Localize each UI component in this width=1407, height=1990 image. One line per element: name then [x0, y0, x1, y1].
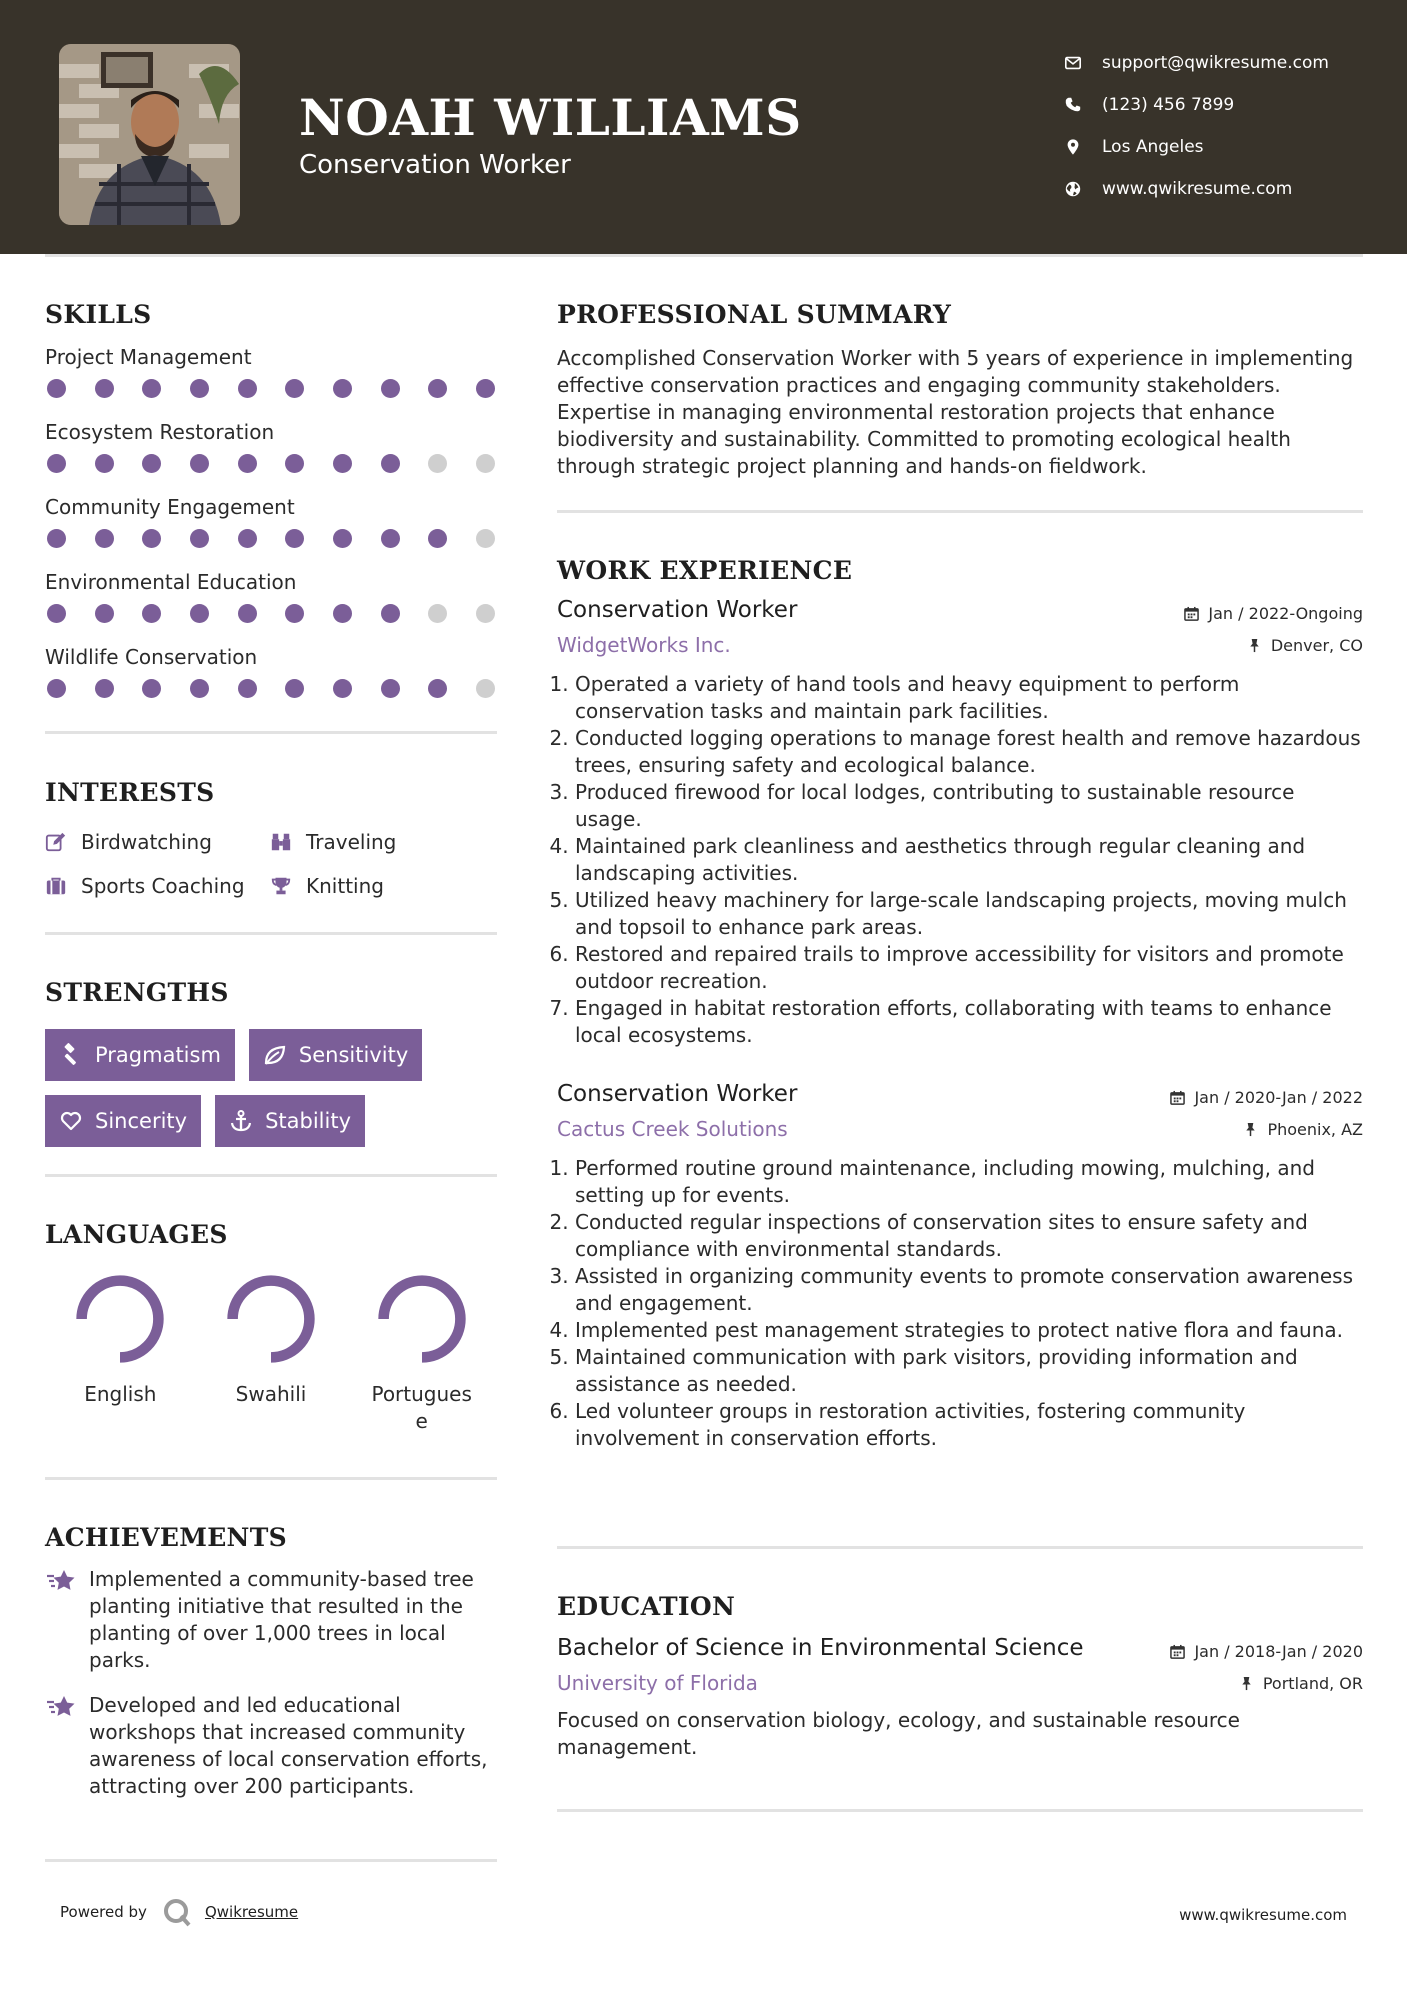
skill-dot-filled — [190, 379, 209, 398]
skill-dot-filled — [47, 454, 66, 473]
interests-heading: INTERESTS — [45, 778, 215, 807]
strength-label: Stability — [265, 1109, 352, 1133]
interest-label: Traveling — [306, 830, 397, 854]
skill-dot-empty — [428, 454, 447, 473]
skill-dot-filled — [95, 529, 114, 548]
job-dates-text: Jan / 2020-Jan / 2022 — [1194, 1088, 1363, 1107]
skill-rating — [45, 529, 497, 548]
job-entry — [557, 1081, 1363, 1452]
summary-divider — [557, 510, 1363, 513]
footer-website[interactable]: www.qwikresume.com — [1179, 1906, 1347, 1924]
skills-list — [45, 345, 497, 698]
language-level-ring — [223, 1271, 319, 1367]
skill-dot-filled — [285, 604, 304, 623]
skill-rating — [45, 679, 497, 698]
skills-divider — [45, 731, 497, 734]
duty-item: 1. Performed routine ground maintenance, including mowing, mulching, and setting up for events. — [575, 1155, 1363, 1209]
calendar-icon — [1184, 606, 1199, 621]
skill-dot-filled — [381, 604, 400, 623]
header-divider — [45, 254, 1363, 257]
achievement-item — [45, 1692, 497, 1800]
strength-label: Sensitivity — [298, 1043, 409, 1067]
skill-dot-filled — [381, 679, 400, 698]
leaf-icon — [263, 1043, 287, 1067]
duty-item: 3. Assisted in organizing community events to promote conservation awareness and engagement. — [575, 1263, 1363, 1317]
duty-item: 7. Engaged in habitat restoration efforts, collaborating with teams to enhance local ecosystems. — [575, 995, 1363, 1049]
job-location-text: Denver, CO — [1270, 635, 1363, 655]
duty-item: 2. Conducted regular inspections of conservation sites to ensure safety and compliance with environmental standards. — [575, 1209, 1363, 1263]
skill-dot-filled — [285, 679, 304, 698]
interest-item — [270, 827, 495, 857]
duty-item: 4. Maintained park cleanliness and aesthetics through regular cleaning and landscaping activities. — [575, 833, 1363, 887]
skill-dot-filled — [47, 679, 66, 698]
strengths-section — [45, 978, 497, 1147]
star-icon — [45, 1690, 77, 1722]
briefcase-icon — [45, 875, 67, 897]
skill-label: Ecosystem Restoration — [45, 420, 275, 444]
skill-dot-empty — [476, 454, 495, 473]
skill-dot-filled — [47, 529, 66, 548]
pushpin-icon — [1247, 638, 1262, 653]
strength-badge — [249, 1029, 422, 1081]
contact-website-text: www.qwikresume.com — [1102, 179, 1293, 199]
interest-label: Knitting — [306, 874, 384, 898]
skill-dot-filled — [95, 604, 114, 623]
duty-item: 2. Conducted logging operations to manage forest health and remove hazardous trees, ensuring safety and ecological balance. — [575, 725, 1363, 779]
strength-badge — [45, 1095, 201, 1147]
languages-heading: LANGUAGES — [45, 1220, 228, 1249]
skill-dot-filled — [190, 679, 209, 698]
left-column — [45, 300, 497, 720]
strengths-heading: STRENGTHS — [45, 978, 229, 1007]
skill-dot-filled — [142, 604, 161, 623]
skill-dot-filled — [333, 529, 352, 548]
languages-divider — [45, 1477, 497, 1480]
skill-dot-filled — [142, 379, 161, 398]
skill-dot-filled — [142, 529, 161, 548]
skill-dot-filled — [142, 454, 161, 473]
strengths-divider — [45, 1174, 497, 1177]
skill-rating — [45, 379, 497, 398]
skill-dot-filled — [238, 604, 257, 623]
duty-item: 4. Implemented pest management strategies to protect native flora and fauna. — [575, 1317, 1363, 1344]
skill-label: Project Management — [45, 345, 252, 369]
job-location — [1243, 1120, 1363, 1139]
company-name: WidgetWorks Inc. — [557, 633, 731, 657]
calendar-icon — [1170, 1090, 1185, 1105]
experience-heading: WORK EXPERIENCE — [557, 556, 853, 585]
education-dates-text: Jan / 2018-Jan / 2020 — [1194, 1642, 1363, 1661]
pushpin-icon — [1239, 1676, 1254, 1691]
anchor-icon — [229, 1109, 253, 1133]
achievement-text: Implemented a community-based tree planting initiative that resulted in the planting of over 1,000 trees in local parks. — [89, 1567, 474, 1672]
job-location-text: Phoenix, AZ — [1267, 1119, 1363, 1139]
summary-text: Accomplished Conservation Worker with 5 years of experience in implementing effective conservation practices and engaging community stakeholders. Expertise in managing environmental restoration projects that enhance biodiversity and sustainability. Committed to promoting ecological health through strategic project planning and hands-on fieldwork. — [557, 346, 1354, 478]
skill-dot-filled — [238, 379, 257, 398]
candidate-title: Conservation Worker — [299, 150, 571, 180]
heart-icon — [59, 1109, 83, 1133]
skill-dot-filled — [285, 529, 304, 548]
language-name: Swahili — [235, 1382, 307, 1406]
skill-dot-filled — [95, 679, 114, 698]
duty-item: 5. Maintained communication with park visitors, providing information and assistance as needed. — [575, 1344, 1363, 1398]
school-name: University of Florida — [557, 1671, 758, 1695]
contact-list — [1064, 42, 1394, 210]
skill-label: Community Engagement — [45, 495, 295, 519]
education-divider — [557, 1809, 1363, 1812]
skill-dot-filled — [285, 379, 304, 398]
language-level-ring — [72, 1271, 168, 1367]
contact-location — [1064, 126, 1394, 168]
language-item — [196, 1271, 347, 1435]
language-level-arc — [82, 1281, 159, 1358]
resume-header — [0, 0, 1407, 254]
achievement-item — [45, 1566, 497, 1674]
strength-badge — [45, 1029, 235, 1081]
education-dates — [1170, 1642, 1363, 1661]
language-level-arc — [383, 1281, 460, 1358]
skill-dot-filled — [381, 454, 400, 473]
job-location — [1247, 636, 1363, 655]
strength-label: Sincerity — [95, 1109, 188, 1133]
education-heading: EDUCATION — [557, 1592, 736, 1621]
powered-by-text: Powered by — [60, 1903, 147, 1921]
skill-dot-filled — [95, 454, 114, 473]
qwikresume-link[interactable]: Qwikresume — [204, 1903, 299, 1921]
job-dates-text: Jan / 2022-Ongoing — [1208, 604, 1363, 623]
contact-email[interactable] — [1064, 42, 1394, 84]
footer-powered-by — [60, 1896, 298, 1928]
skill-label: Environmental Education — [45, 570, 297, 594]
language-level-arc — [233, 1281, 310, 1358]
experience-section — [557, 556, 1363, 1452]
envelope-icon — [1064, 54, 1102, 72]
achievements-section — [45, 1523, 497, 1800]
interests-section — [45, 778, 497, 901]
skill-dot-empty — [476, 604, 495, 623]
interests-list — [45, 827, 497, 901]
pushpin-icon — [1243, 1122, 1258, 1137]
skill-dot-empty — [476, 679, 495, 698]
skill-dot-filled — [428, 529, 447, 548]
language-item — [45, 1271, 196, 1435]
candidate-name: NOAH WILLIAMS — [299, 88, 802, 147]
interest-label: Birdwatching — [81, 830, 212, 854]
language-name: Portugues e — [371, 1382, 472, 1433]
language-item — [346, 1271, 497, 1435]
duty-item: 6. Led volunteer groups in restoration activities, fostering community involvement in conservation efforts. — [575, 1398, 1363, 1452]
summary-heading: PROFESSIONAL SUMMARY — [557, 300, 952, 329]
skill-dot-empty — [428, 604, 447, 623]
skill-dot-filled — [381, 529, 400, 548]
achievement-text: Developed and led educational workshops that increased community awareness of local conservation efforts, attracting over 200 participants. — [89, 1693, 488, 1798]
job-duties — [557, 1155, 1363, 1452]
skill-dot-filled — [333, 454, 352, 473]
duty-item: 1. Operated a variety of hand tools and heavy equipment to perform conservation tasks and maintain park facilities. — [575, 671, 1363, 725]
profile-photo — [59, 44, 240, 225]
contact-location-text: Los Angeles — [1102, 137, 1204, 157]
education-section — [557, 1592, 1363, 1761]
summary-section — [557, 300, 1363, 480]
binoculars-icon — [270, 831, 292, 853]
skills-heading: SKILLS — [45, 300, 152, 329]
strengths-list — [45, 1029, 485, 1147]
job-dates — [1184, 604, 1363, 623]
duty-item: 6. Restored and repaired trails to improve accessibility for visitors and promote outdoor recreation. — [575, 941, 1363, 995]
education-location-text: Portland, OR — [1262, 1673, 1363, 1693]
duty-item: 5. Utilized heavy machinery for large-scale landscaping projects, moving mulch and topsoil to enhance park areas. — [575, 887, 1363, 941]
star-icon — [45, 1564, 77, 1596]
qwikresume-logo-icon — [161, 1896, 193, 1928]
skill-label: Wildlife Conservation — [45, 645, 258, 669]
company-name: Cactus Creek Solutions — [557, 1117, 788, 1141]
map-pin-icon — [1064, 138, 1102, 156]
skill-dot-filled — [428, 679, 447, 698]
degree-name: Bachelor of Science in Environmental Science — [557, 1635, 1084, 1661]
strength-badge — [215, 1095, 365, 1147]
achievements-divider — [45, 1859, 497, 1862]
contact-email-text: support@qwikresume.com — [1102, 53, 1329, 73]
skill-dot-filled — [95, 379, 114, 398]
skill-dot-filled — [333, 604, 352, 623]
job-entry — [557, 597, 1363, 1049]
skill-dot-filled — [238, 679, 257, 698]
skill-item — [45, 420, 497, 473]
contact-phone[interactable] — [1064, 84, 1394, 126]
skill-rating — [45, 454, 497, 473]
strength-label: Pragmatism — [95, 1043, 221, 1067]
skill-dot-filled — [381, 379, 400, 398]
skill-dot-filled — [333, 379, 352, 398]
job-dates — [1170, 1088, 1363, 1107]
interest-item — [45, 871, 270, 901]
skill-dot-filled — [238, 454, 257, 473]
education-description: Focused on conservation biology, ecology, and sustainable resource management. — [557, 1708, 1240, 1759]
job-role: Conservation Worker — [557, 1081, 798, 1107]
skill-dot-filled — [285, 454, 304, 473]
globe-icon — [1064, 180, 1102, 198]
languages-section — [45, 1220, 497, 1435]
skill-rating — [45, 604, 497, 623]
skill-dot-filled — [333, 679, 352, 698]
skill-item — [45, 570, 497, 623]
gavel-icon — [59, 1043, 83, 1067]
experience-divider — [557, 1546, 1363, 1549]
trophy-icon — [270, 875, 292, 897]
phone-icon — [1064, 96, 1102, 114]
language-level-ring — [374, 1271, 470, 1367]
skill-item — [45, 645, 497, 698]
achievements-heading: ACHIEVEMENTS — [45, 1523, 287, 1552]
skill-dot-filled — [47, 604, 66, 623]
skill-dot-empty — [476, 529, 495, 548]
skill-dot-filled — [47, 379, 66, 398]
interest-label: Sports Coaching — [81, 874, 245, 898]
skill-dot-filled — [190, 604, 209, 623]
interest-item — [45, 827, 270, 857]
skill-item — [45, 345, 497, 398]
edit-icon — [45, 831, 67, 853]
job-duties — [557, 671, 1363, 1049]
education-location — [1239, 1674, 1363, 1693]
interests-divider — [45, 932, 497, 935]
contact-phone-text: (123) 456 7899 — [1102, 95, 1235, 115]
languages-list — [45, 1271, 497, 1435]
duty-item: 3. Produced firewood for local lodges, contributing to sustainable resource usage. — [575, 779, 1363, 833]
interest-item — [270, 871, 495, 901]
calendar-icon — [1170, 1644, 1185, 1659]
skill-dot-filled — [142, 679, 161, 698]
skill-dot-filled — [190, 529, 209, 548]
skill-dot-filled — [238, 529, 257, 548]
skill-dot-filled — [428, 379, 447, 398]
skill-dot-filled — [190, 454, 209, 473]
language-name: English — [84, 1382, 157, 1406]
job-role: Conservation Worker — [557, 597, 798, 623]
contact-website[interactable] — [1064, 168, 1394, 210]
skill-item — [45, 495, 497, 548]
skill-dot-filled — [476, 379, 495, 398]
